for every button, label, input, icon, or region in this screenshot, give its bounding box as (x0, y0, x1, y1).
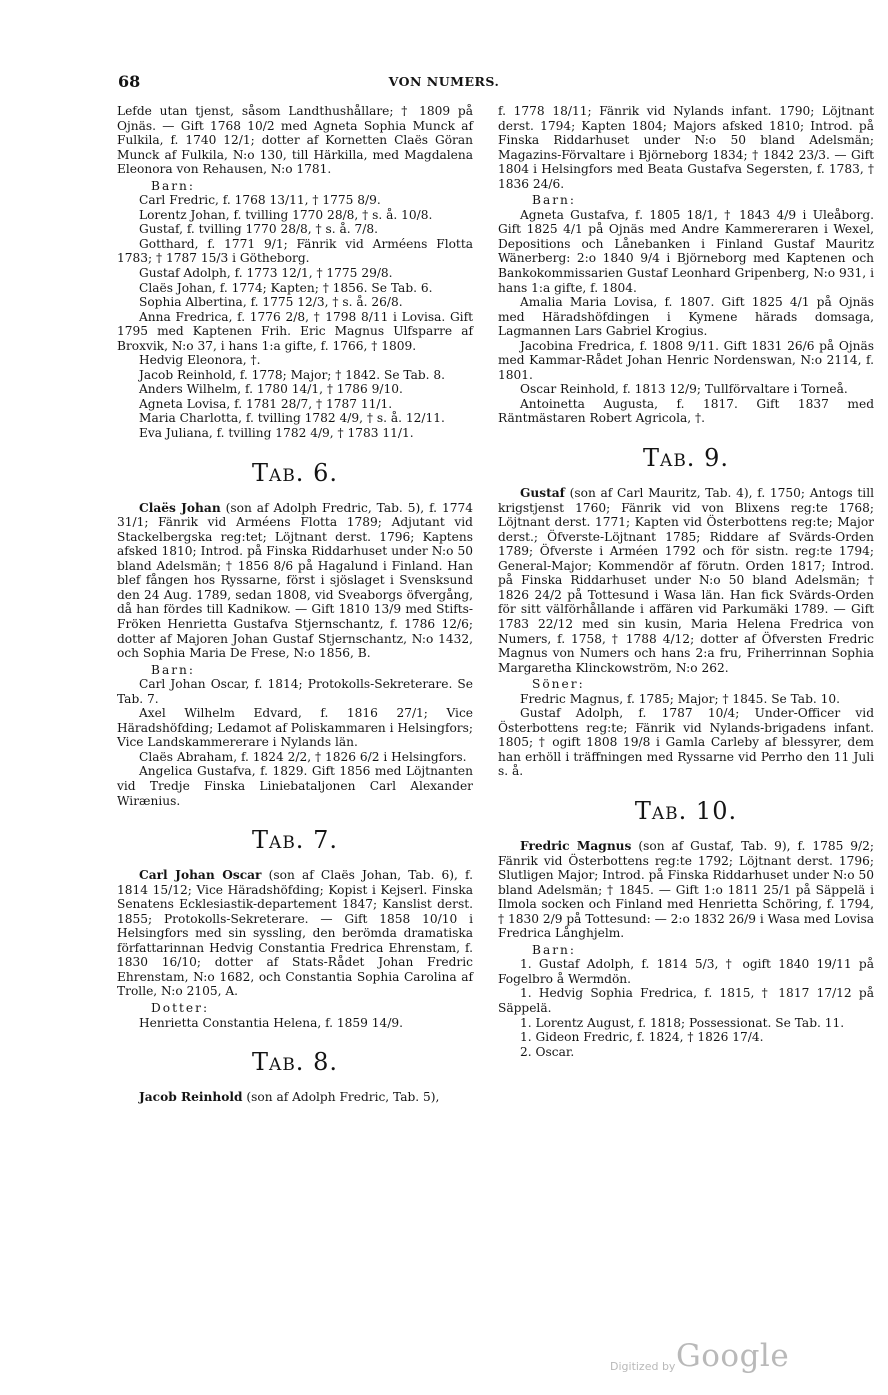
table-heading-9: Tab. 9. (643, 444, 729, 473)
child-entry: Angelica Gustafva, f. 1829. Gift 1856 med Löjtnanten vid Tredje Finska Liniebataljonen Carl Alexander Wirænius. (117, 764, 473, 808)
entry-text: (son af Gustaf, Tab. 9), f. 1785 9/2; Fänrik vid Österbottens reg:te 1792; Löjtnant derst. 1796; Slutligen Major; Introd. på Finska Riddarhuset under N:o 50 bland Adelsmän; † 1845. — Gift 1:o 1811 25/1 på Säppelä i Ilmola socken och Finland med Henrietta Schöring, f. 1794, † 1830 2/9 på Tottesund: — 2:o 1832 26/9 i Wasa med Lovisa Fredrica Långhjelm. (498, 838, 874, 941)
child-entry: Henrietta Constantia Helena, f. 1859 14/9. (139, 1015, 404, 1030)
child-entry: 1. Lorentz August, f. 1818; Possessionat. Se Tab. 11. (520, 1015, 845, 1030)
entry-paragraph: Lefde utan tjenst, såsom Landthushållare; † 1809 på Ojnäs. — Gift 1768 10/2 med Agneta Sophia Munck af Fulkila, f. 1740 12/1; dotter af Kornetten Claës Göran Munck af Fulkila, N:o 130, till Härkilla, med Magdalena Eleonora von Rehausen, N:o 1781. (117, 104, 473, 177)
child-entry: 1. Hedvig Sophia Fredrica, f. 1815, † 1817 17/12 på Säppelä. (498, 986, 874, 1015)
entry-paragraph (117, 868, 473, 999)
child-entry: Gotthard, f. 1771 9/1; Fänrik vid Arméens Flotta 1783; † 1787 15/3 i Götheborg. (117, 236, 473, 266)
entry-text: (son af Claës Johan, Tab. 6), f. 1814 15/12; Vice Häradshöfding; Kopist i Kejserl. Finska Senatens Ecklesiastik-departement 1847; Kanslist derst. 1855; Protokolls-Sekreterare. — Gift 1858 10/10 i Helsingfors med sin syssling, den berömda dramatiska författarinnan Hedvig Constantia Fredrica Ehrenstam, f. 1830 16/10; dotter af Stats-Rådet Johan Fredric Ehrenstam, N:o 1682, och Constantia Sophia Carolina af Trolle, N:o 2105, A. (117, 868, 473, 999)
child-entry: 1. Gustaf Adolph, f. 1814 5/3, † ogift 1840 19/11 på Fogelbro å Wermdön. (498, 957, 874, 986)
entry-paragraph: f. 1778 18/11; Fänrik vid Nylands infant. 1790; Löjtnant derst. 1794; Kapten 1804; Majors afsked 1810; Introd. på Finska Riddarhuset under N:o 50 bland Adelsmän; Magazins-Förvaltare i Björneborg 1834; † 1842 23/3. — Gift 1804 i Helsingfors med Beata Gustafva Segersten, f. 1783, † 1836 24/6. (498, 104, 874, 191)
child-entry: Carl Johan Oscar, f. 1814; Protokolls-Sekreterare. Se Tab. 7. (117, 677, 473, 706)
child-entry: 2. Oscar. (520, 1044, 575, 1059)
right-column (498, 104, 874, 1059)
table-heading-7: Tab. 7. (252, 826, 338, 855)
child-entry: Agneta Gustafva, f. 1805 18/1, † 1843 4/9 i Uleåborg. Gift 1825 4/1 på Ojnäs med Andre Kammereraren i Wexel, Depositions och Lånebanken i Finland Gustaf Mauritz Wänerberg: 2:o 1840 9/4 i Björneborg med Kaptenen och Bankokommissarien Gustaf Leonhard Gripenberg, N:o 931, i hans 1:a gifte, f. 1804. (498, 207, 874, 295)
entry-text: (son af Carl Mauritz, Tab. 4), f. 1750; Antogs till krigstjenst 1760; Fänrik vid von Blixens reg:te 1768; Löjtnant derst. 1771; Kapten vid Österbottens reg:te; Major derst.; Öfverste-Löjtnant 1785; Riddare af Svärds-Orden 1789; Öfverste i Arméen 1792 och för sistn. reg:te 1794; General-Major; Kommendör af förutn. Orden 1817; Introd. på Finska Riddarhuset under N:o 50 bland Adelsmän; † 1826 24/2 på Tottesund i Wasa län. Han fick Svärds-Orden för sitt välförhållande i affären vid Parkumäki 1789. — Gift 1783 22/12 med sin kusin, Maria Helena Fredrica von Numers, f. 1758, † 1788 4/12; dotter af Öfversten Fredric Magnus von Numers och hans 2:a fru, Friherrinnan Sophia Margaretha Klinckowström, N:o 262. (498, 486, 874, 675)
table-heading-10: Tab. 10. (634, 796, 738, 825)
child-entry: Fredric Magnus, f. 1785; Major; † 1845. Se Tab. 10. (520, 691, 841, 706)
entry-paragraph (117, 1090, 473, 1105)
child-entry: Gustaf, f. tvilling 1770 28/8, † s. å. 7/8. (139, 222, 379, 237)
child-entry: Lorentz Johan, f. tvilling 1770 28/8, † s. å. 10/8. (139, 207, 433, 222)
children-label: Barn: (151, 178, 196, 193)
child-entry: Anders Wilhelm, f. 1780 14/1, † 1786 9/10. (139, 382, 403, 397)
child-entry: Claës Abraham, f. 1824 2/2, † 1826 6/2 i Helsingfors. (139, 749, 467, 764)
child-entry: Jacob Reinhold, f. 1778; Major; † 1842. Se Tab. 8. (139, 367, 446, 382)
child-entry: Maria Charlotta, f. tvilling 1782 4/9, † s. å. 12/11. (139, 411, 445, 426)
child-entry: Oscar Reinhold, f. 1813 12/9; Tullförvaltare i Torneå. (520, 382, 848, 397)
sons-label: Söner: (532, 677, 585, 692)
entry-paragraph (498, 839, 874, 941)
child-entry: Sophia Albertina, f. 1775 12/3, † s. å. 26/8. (139, 295, 403, 310)
digitized-by-text: Digitized by (610, 1360, 676, 1373)
entry-name: Jacob Reinhold (139, 1090, 243, 1105)
table-heading-8: Tab. 8. (252, 1048, 338, 1077)
child-entry: Axel Wilhelm Edvard, f. 1816 27/1; Vice Häradshöfding; Ledamot af Poliskammaren i Helsingfors; Vice Landskammererare i Nylands län. (117, 706, 473, 750)
running-head: VON NUMERS. (388, 74, 500, 89)
child-entry: 1. Gideon Fredric, f. 1824, † 1826 17/4. (520, 1030, 764, 1045)
child-entry: Jacobina Fredrica, f. 1808 9/11. Gift 1831 26/6 på Ojnäs med Kammar-Rådet Johan Henric Nordenswan, N:o 2114, f. 1801. (498, 338, 874, 382)
child-entry: Antoinetta Augusta, f. 1817. Gift 1837 med Räntmästaren Robert Agricola, †. (498, 396, 874, 426)
left-column (117, 104, 473, 1105)
entry-name: Gustaf (520, 486, 565, 501)
entry-name: Claës Johan (139, 500, 221, 515)
page-header (0, 72, 888, 98)
child-entry: Agneta Lovisa, f. 1781 28/7, † 1787 11/1. (139, 396, 393, 411)
entry-text: (son af Adolph Fredric, Tab. 5), (246, 1090, 440, 1105)
entry-text: (son af Adolph Fredric, Tab. 5), f. 1774 31/1; Fänrik vid Arméens Flotta 1789; Adjutant vid Stackelbergska reg:tet; Löjtnant derst. 1796; Kaptens afsked 1810; Introd. på Finska Riddarhuset under N:o 50 bland Adelsmän; † 1856 8/6 på Hagalund i Finland. Han blef fången hos Ryssarne, först i sjöslaget i Svensksund den 24 Aug. 1789, sedan 1808, vid Sveaborgs öfvergång, då han fördes till Kadnikow. — Gift 1810 13/9 med Stifts-Fröken Henrietta Gustafva Stjernschantz, f. 1786 12/6; dotter af Majoren Johan Gustaf Stjernschantz, N:o 1432, och Sophia Maria De Frese, N:o 1856, B. (117, 500, 474, 661)
children-label: Barn: (532, 942, 577, 957)
child-entry: Eva Juliana, f. tvilling 1782 4/9, † 1783 11/1. (139, 426, 414, 441)
children-label: Barn: (151, 662, 196, 677)
entry-paragraph (498, 486, 874, 675)
digitized-watermark (604, 1338, 804, 1378)
daughter-label: Dotter: (151, 1000, 210, 1015)
entry-name: Fredric Magnus (520, 838, 632, 853)
child-entry: Gustaf Adolph, f. 1787 10/4; Under-Officer vid Österbottens reg:te; Fänrik vid Nylands-brigadens infant. 1805; † ogift 1808 19/8 i Gamla Carleby af blessyrer, dem han erhöll i träffningen med Ryssarne vid Perrho den 11 Juli s. å. (498, 706, 874, 779)
child-entry: Claës Johan, f. 1774; Kapten; † 1856. Se Tab. 6. (139, 280, 433, 295)
page-number: 68 (118, 72, 141, 91)
google-logo: Google (676, 1338, 790, 1374)
entry-paragraph (117, 501, 473, 661)
entry-name: Carl Johan Oscar (139, 868, 262, 883)
children-label: Barn: (532, 193, 577, 208)
child-entry: Amalia Maria Lovisa, f. 1807. Gift 1825 4/1 på Ojnäs med Häradshöfdingen i Kymene härads domsaga, Lagmannen Lars Gabriel Krogius. (498, 295, 874, 339)
child-entry: Gustaf Adolph, f. 1773 12/1, † 1775 29/8. (139, 266, 393, 281)
child-entry: Anna Fredrica, f. 1776 2/8, † 1798 8/11 i Lovisa. Gift 1795 med Kaptenen Frih. Eric Magnus Ulfsparre af Broxvik, N:o 37, i hans 1:a gifte, f. 1766, † 1809. (117, 309, 473, 353)
table-heading-6: Tab. 6. (252, 458, 338, 487)
child-entry: Carl Fredric, f. 1768 13/11, † 1775 8/9. (139, 193, 381, 208)
child-entry: Hedvig Eleonora, †. (139, 353, 261, 368)
